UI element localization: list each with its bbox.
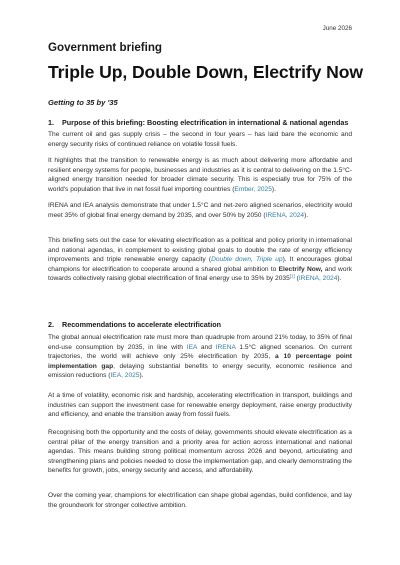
section-1-paragraph-2: It highlights that the transition to renewable energy is as much about delivering more affordable and resilient energy systems for people, businesses and industries as it is central to delivering on the 1.5°C-aligned energy transition needed for broader climate security. This is especially true for 75% of the world's population that live in net fossil fuel importing countries (Ember, 2025). (48, 157, 352, 193)
citation-link[interactable]: IEA (186, 343, 198, 351)
citation-link[interactable]: IRENA (215, 343, 236, 351)
section-1-paragraph-1: The current oil and gas supply crisis – the second in four years – has laid bare the economic and energy security risks of continued reliance on volatile fossil fuels. (48, 131, 352, 148)
page-title: Triple Up, Double Down, Electrify Now (48, 62, 363, 82)
citation-link[interactable]: IRENA, 2024 (265, 211, 305, 219)
page-subtitle: Getting to 35 by '35 (48, 98, 118, 107)
section-2-paragraph-1: The global annual electrification rate must more than quadruple from around 21% today, to 35% of final end-use consumption by 2035, in line with IEA and IRENA 1.5°C aligned scenarios. On current trajectories, the world will achieve only 25% electrification by 2035, a 10 percentage point implementation gap, delaying substantial benefits to energy security, economic resilience and emission reductions (IEA, 2025). (48, 334, 353, 380)
section-2-paragraph-2: At a time of volatility, economic risk and hardship, accelerating electrification in transport, buildings and industries can support the investment case for renewable energy deployment, raise energy productivity and efficiency, and enable the transition away from fossil fuels. (48, 392, 352, 419)
date-label: June 2026 (322, 25, 352, 32)
section-1-number: 1. (48, 118, 54, 127)
section-2-number: 2. (48, 320, 54, 329)
section-2-title: Recommendations to accelerate electrification (62, 320, 221, 329)
section-2-paragraph-3: Recognising both the opportunity and the costs of delay, governments should elevate electrification as a central pillar of the energy transition and a priority area for action across international and national agendas. This means building strong political momentum across 2026 and beyond, articulating and strengthening plans and policies needed to close the implementation gap, and clearly demonstrating the benefits for growth, jobs, energy security and access, and affordability. (48, 429, 352, 475)
section-1-paragraph-4: This briefing sets out the case for elevating electrification as a political and policy priority in international and national agendas, in complement to existing global goals to double the rate of energy efficiency improvements and triple renewable energy capacity (Double down, Triple up). It encourages global champions for electrification to cooperate around a shared global ambition to Electrify Now, and work towards collectively raising global electrification of final energy use to 35% by 2035[1] (IRENA, 2024). (48, 237, 352, 283)
kicker-heading: Government briefing (48, 41, 163, 54)
footnote-ref[interactable]: [1] (289, 273, 295, 279)
citation-link[interactable]: Double down, Triple up (211, 256, 283, 264)
citation-link[interactable]: IRENA, 2024 (298, 275, 338, 283)
section-2-heading (48, 320, 352, 329)
citation-link[interactable]: Ember, 2025 (234, 185, 272, 193)
section-1-title: Purpose of this briefing: Boosting electrification in international & national agendas (62, 118, 349, 127)
section-2-paragraph-4: Over the coming year, champions for electrification can shape global agendas, build confidence, and lay the groundwork for stronger collective ambition. (48, 492, 352, 509)
section-1-paragraph-3: IRENA and IEA analysis demonstrate that under 1.5°C and net-zero aligned scenarios, electricity would meet 35% of global final energy demand by 2035, and over 50% by 2050 (IRENA, 2024). (48, 202, 352, 219)
section-1-heading (48, 118, 352, 127)
citation-link[interactable]: IEA, 2025 (110, 372, 140, 380)
